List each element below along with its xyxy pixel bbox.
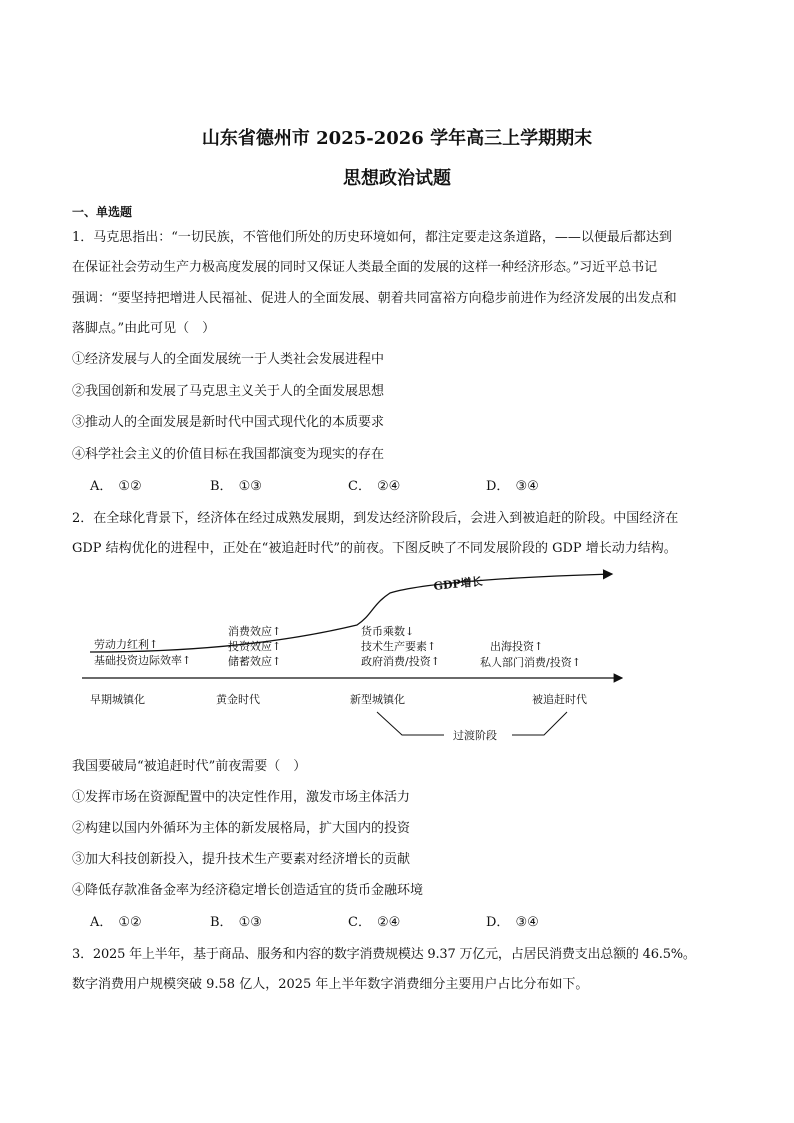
q1-statement: ③推动人的全面发展是新时代中国式现代化的本质要求 [72, 415, 385, 430]
gdp-growth-diagram [72, 565, 632, 745]
q1-option-a[interactable]: A． ①② [90, 479, 142, 494]
q2-option-a[interactable]: A． ①② [90, 915, 142, 930]
exam-title: 山东省德州市 2025-2026 学年高三上学期期末 [201, 128, 593, 149]
stage3-factor: 技术生产要素↑ [361, 640, 437, 653]
q2-statement: ②构建以国内外循环为主体的新发展格局，扩大国内的投资 [72, 821, 411, 836]
q2-statement: ④降低存款准备金率为经济稳定增长创造适宜的货币金融环境 [72, 883, 424, 898]
q2-text-line: 2．在全球化背景下，经济体在经过成熟发展期，到发达经济阶段后，会进入到被追赶的阶段。中国经济在 [72, 511, 679, 526]
q1-option-c[interactable]: C． ②④ [348, 479, 401, 494]
q1-text-line: 强调：“要坚持把增进人民福祉、促进人的全面发展、朝着共同富裕方向稳步前进作为经济发展的出发点和 [72, 291, 677, 306]
q1-text-line: 落脚点。”由此可见（ ） [72, 321, 216, 336]
q1-option-b[interactable]: B． ①③ [210, 479, 262, 494]
stage4-factor: 出海投资↑ [490, 640, 544, 653]
q2-statement: ①发挥市场在资源配置中的决定性作用，激发市场主体活力 [72, 790, 411, 805]
q2-statement: ③加大科技创新投入，提升技术生产要素对经济增长的贡献 [72, 852, 411, 867]
q1-statement: ②我国创新和发展了马克思主义关于人的全面发展思想 [72, 384, 385, 399]
q1-option-d[interactable]: D． ③④ [486, 479, 539, 494]
stage3-factor: 政府消费/投资↑ [361, 655, 440, 668]
stage3-factor: 货币乘数↓ [361, 625, 415, 638]
stage4-factor: 私人部门消费/投资↑ [480, 656, 581, 669]
q2-stem: 我国要破局“被追赶时代”前夜需要（ ） [72, 759, 307, 774]
stage2-factor: 投资效应↑ [228, 640, 282, 653]
stage1-factor: 基础投资边际效率↑ [94, 654, 192, 667]
q2-option-b[interactable]: B． ①③ [210, 915, 262, 930]
q2-option-d[interactable]: D． ③④ [486, 915, 539, 930]
axis-label: 黄金时代 [216, 693, 260, 706]
q1-statement: ④科学社会主义的价值目标在我国都演变为现实的存在 [72, 447, 385, 462]
axis-label: 早期城镇化 [90, 693, 145, 706]
q2-text-line: GDP 结构优化的进程中，正处在“被追赶时代”的前夜。下图反映了不同发展阶段的 GDP 增长动力结构。 [72, 541, 677, 556]
q1-text-line: 1．马克思指出：“一切民族，不管他们所处的历史环境如何，都注定要走这条道路，——以便最后都达到 [72, 230, 672, 245]
exam-subtitle: 思想政治试题 [343, 168, 451, 189]
stage1-factor: 劳动力红利↑ [94, 638, 159, 651]
q1-statement: ①经济发展与人的全面发展统一于人类社会发展进程中 [72, 352, 385, 367]
axis-label: 新型城镇化 [350, 693, 405, 706]
q2-option-c[interactable]: C． ②④ [348, 915, 401, 930]
q1-text-line: 在保证社会劳动生产力极高度发展的同时又保证人类最全面的发展的这样一种经济形态。”习近平总书记 [72, 260, 658, 275]
stage2-factor: 消费效应↑ [228, 625, 282, 638]
axis-label: 被追赶时代 [532, 693, 587, 706]
section-heading: 一、单选题 [72, 205, 133, 219]
q3-text-line: 3．2025 年上半年，基于商品、服务和内容的数字消费规模达 9.37 万亿元，占居民消费支出总额的 46.5%。 [72, 947, 696, 962]
bracket-label: 过渡阶段 [453, 729, 497, 742]
q3-text-line: 数字消费用户规模突破 9.58 亿人，2025 年上半年数字消费细分主要用户占比分布如下。 [72, 977, 589, 992]
stage2-factor: 储蓄效应↑ [228, 655, 282, 668]
curve-label: GDP增长 [432, 574, 484, 593]
